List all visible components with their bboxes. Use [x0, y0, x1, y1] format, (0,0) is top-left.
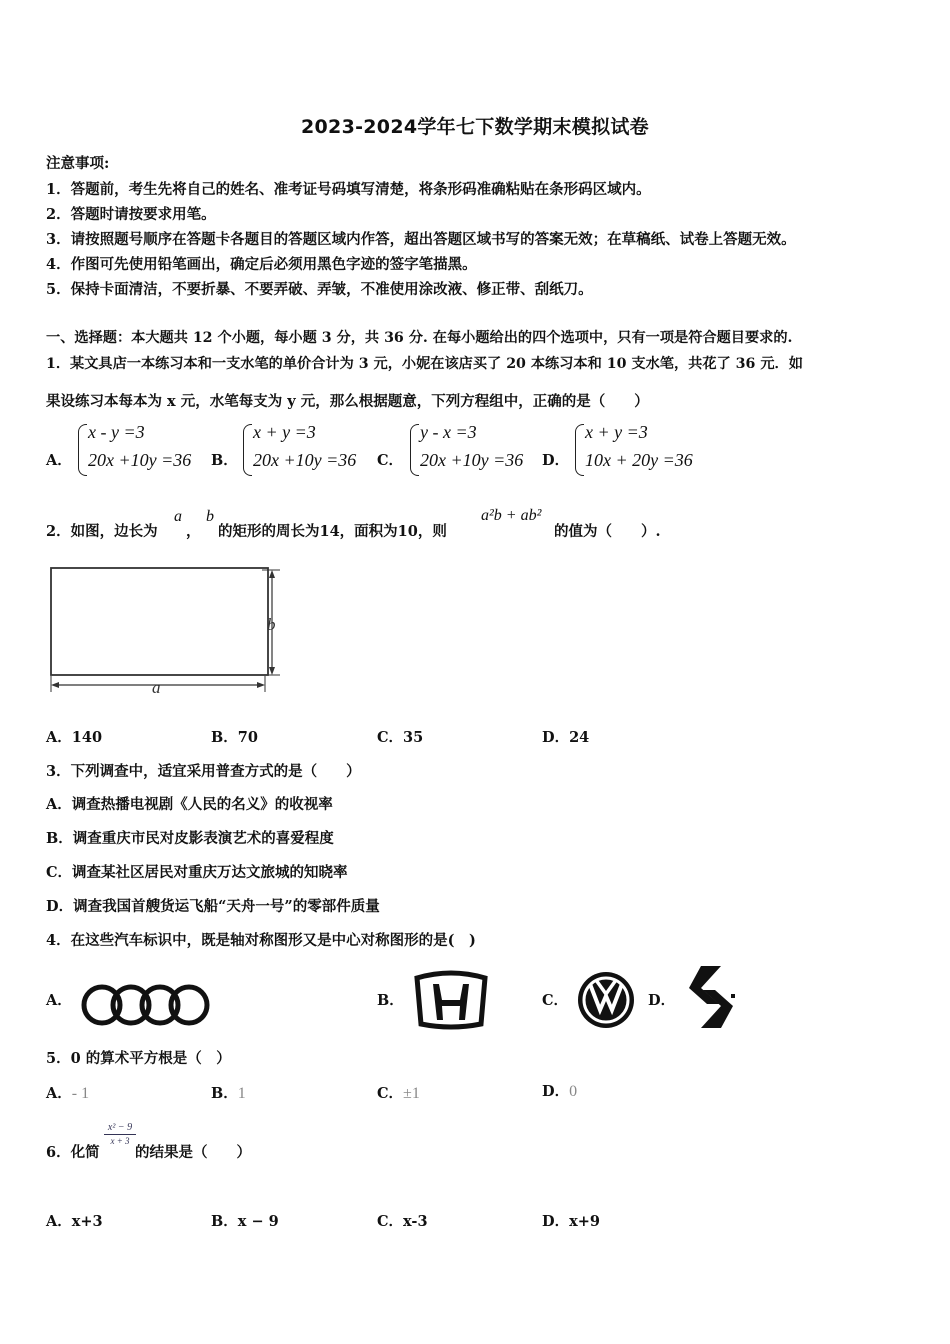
var-a: a [174, 508, 182, 525]
notice-item: 5．保持卡面清洁，不要折暴、不要弄破、弄皱，不准使用涂改液、修正带、刮纸刀。 [46, 281, 593, 298]
equation-1: x + y =3 [253, 422, 316, 442]
q3-option-d: D．调查我国首艘货运飞船“天舟一号”的零部件质量 [46, 898, 380, 915]
honda-h-icon [411, 970, 491, 1030]
brace-icon [575, 424, 584, 476]
var-b: b [206, 508, 214, 525]
q6-option-b: B．x − 9 [211, 1213, 279, 1230]
question-2-prefix: 2．如图，边长为 [46, 523, 158, 540]
q4-option-d-label: D． [648, 992, 676, 1009]
notice-heading: 注意事项: [46, 155, 110, 172]
question-6-prefix: 6．化简 [46, 1144, 100, 1161]
notice-item: 3．请按照题号顺序在答题卡各题目的答题区域内作答，超出答题区域书写的答案无效；在草稿纸、试卷上答题无效。 [46, 231, 796, 248]
rectangle-figure [40, 562, 290, 697]
equation-2: 20x +10y =36 [253, 450, 357, 470]
question-2-middle: 的矩形的周长为14，面积为10，则 [218, 523, 447, 540]
q2-option-d: D．24 [542, 729, 590, 746]
notice-item: 2．答题时请按要求用笔。 [46, 206, 216, 223]
section-heading: 一、选择题：本大题共 12 个小题，每小题 3 分，共 36 分. 在每小题给出的四个选项中，只有一项是符合题目要求的. [46, 330, 793, 346]
brace-icon [243, 424, 252, 476]
q2-option-a: A．140 [46, 729, 103, 746]
comma: ， [186, 523, 201, 540]
question-3-stem: 3．下列调查中，适宜采用普查方式的是（ ） [46, 763, 361, 780]
q5-option-b: B．1 [211, 1085, 246, 1102]
q6-option-a: A．x+3 [46, 1213, 103, 1230]
fraction-denominator: x + 3 [110, 1136, 130, 1146]
page-title: 2023-2024学年七下数学期末模拟试卷 [301, 116, 649, 138]
q4-option-c-label: C． [542, 992, 569, 1009]
q2-option-b: B．70 [211, 729, 258, 746]
question-4-stem: 4．在这些汽车标识中，既是轴对称图形又是中心对称图形的是( ) [46, 932, 476, 949]
equation-2: 20x +10y =36 [420, 450, 524, 470]
question-1-stem: 1．某文具店一本练习本和一支水笔的单价合计为 3 元，小妮在该店买了 20 本练习本和 10 支水笔，共花了 36 元．如 [46, 356, 803, 372]
q5-option-a: A．- 1 [46, 1085, 90, 1102]
equation-1: x + y =3 [585, 422, 648, 442]
notice-item: 4．作图可先使用铅笔画出，确定后必须用黑色字迹的签字笔描黑。 [46, 256, 477, 273]
vw-icon [574, 970, 638, 1030]
question-5-stem: 5．0 的算术平方根是（ ） [46, 1050, 231, 1067]
equation-1: y - x =3 [420, 422, 477, 442]
label-a: a [152, 678, 161, 697]
question-2-suffix: 的值为（ ）. [554, 523, 661, 540]
brace-icon [410, 424, 419, 476]
q1-option-c-label: C． [377, 452, 404, 469]
equation-2: 20x +10y =36 [88, 450, 192, 470]
q1-option-a-label: A． [46, 452, 72, 469]
equation-2: 10x + 20y =36 [585, 450, 693, 470]
q4-option-a-label: A． [46, 992, 72, 1009]
q3-option-b: B．调查重庆市民对皮影表演艺术的喜爱程度 [46, 830, 334, 847]
q3-option-c: C．调查某社区居民对重庆万达文旅城的知晓率 [46, 864, 348, 881]
expression: a²b + ab² [481, 507, 542, 524]
q2-option-c: C．35 [377, 729, 424, 746]
notice-item: 1．答题前，考生先将自己的姓名、准考证号码填写清楚，将条形码准确粘贴在条形码区域内。 [46, 181, 651, 198]
q4-option-b-label: B． [377, 992, 404, 1009]
equation-1: x - y =3 [88, 422, 145, 442]
fraction-numerator: x² − 9 [104, 1122, 136, 1135]
question-6-suffix: 的结果是（ ） [135, 1144, 251, 1161]
question-1-stem-cont: 果设练习本每本为 x 元，水笔每支为 y 元，那么根据题意，下列方程组中，正确的是（ ） [46, 393, 649, 410]
q1-option-d-label: D． [542, 452, 570, 469]
q6-option-c: C．x-3 [377, 1213, 428, 1230]
q3-option-a: A．调查热播电视剧《人民的名义》的收视率 [46, 796, 333, 813]
label-b: b [267, 615, 276, 634]
q5-option-d: D．0 [542, 1083, 578, 1100]
q1-option-b-label: B． [211, 452, 238, 469]
suzuki-s-icon [683, 964, 739, 1030]
q6-option-d: D．x+9 [542, 1213, 600, 1230]
brace-icon [78, 424, 87, 476]
q5-option-c: C．±1 [377, 1085, 420, 1102]
audi-rings-icon [80, 982, 212, 1028]
fraction [104, 1122, 136, 1147]
